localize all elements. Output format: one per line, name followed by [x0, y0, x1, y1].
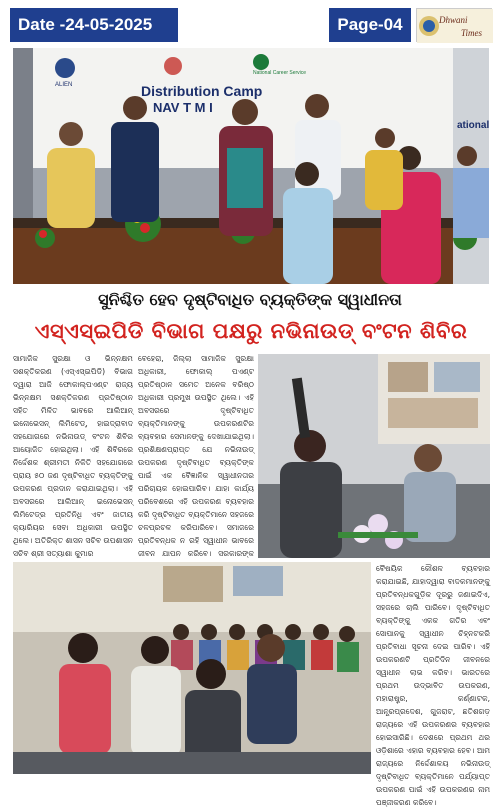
banner-side-text: ational	[457, 120, 490, 131]
page-header	[10, 8, 492, 42]
banner-title-text: Distribution Camp	[141, 83, 263, 99]
article-headline: ଏସ୍ଏସ୍ଇପିଡି ବିଭାଗ ପକ୍ଷରୁ ନଭିନାଉଡ୍ ବଂଟନ ଶିବିର	[34, 319, 468, 343]
article-column-left	[13, 352, 133, 558]
column-right-text: ବୈଷୟିକ କୌଶଳ ବ୍ୟବହାର କରାଯାଇଛି, ଯାହାଦ୍ୱାରା ବାଦକମାନଙ୍କୁ ପ୍ରତିବନ୍ଧକଗୁଡ଼ିକ ଦୂରରୁ ଜଣାଇଦିଏ, ସହଜରେ ଚାଲି ପାରିବେ। ଦୃଷ୍ଟିବାଧିତ ବ୍ୟକ୍ତିଙ୍କୁ ଏକକ ଗତିର ଏବଂ ସୋପାନକୁ ସ୍ୱାଧୀନ ଚିହ୍ନଟକରି ପ୍ରତିବାଧା ସୂଚନା ଦେଇ ପାରିବ। ଏହି ଉପକରଣଟି ପ୍ରତିଦିନ ଜୀବନରେ ସ୍ୱାଧୀନ ଲାଭ କରିବ। ଭାରତରେ ପ୍ରଥମ ଉଦ୍ଭାବିତ ଉପକରଣ, ମହାରାଷ୍ଟ୍ର, କର୍ଣ୍ଣାଟକ, ଆନ୍ଧ୍ରପ୍ରଦେଶ, ଗୁଜରାଟ, ଛତିଶଗଡ଼ ରାଜ୍ୟରେ ଏହି ଉପକରଣର ବ୍ୟବହାର ହୋଇସାରିଛି। ଦେଶରେ ପ୍ରଥମ ଥର ଓଡ଼ିଶାରେ ଏହାର ବ୍ୟବହାର ହେବ। ଆମ ରାଜ୍ୟରେ ନିର୍ଦ୍ଦେଶାଳୟ ନଭିନାଉଡ୍ ଦୃଷ୍ଟିବାଧିତ ବ୍ୟକ୍ତିମାନେ ପର୍ଯ୍ୟାପ୍ତ ଉପକରଣ ପାଇଁ ଏହି ଉପକରଣର ନାମ ପଞ୍ଜୀକରଣ କରିବେ।	[376, 564, 490, 807]
newspaper-logo	[416, 8, 492, 42]
column-middle-text: ବେହେରା, ଜିଲ୍ଲା ସାମାଜିକ ସୁରକ୍ଷା ଅଧିକାରୀ, ଫୋକାଲ୍ ପଏଣ୍ଟ ପ୍ରତିଷ୍ଠାନ ସମେତ ଅନେକ ବରିଷ୍ଠ ଅଧିକାରୀ ପ୍ରମୁଖ ଉପସ୍ଥିତ ଥିଲେ। ଏହି ଅବସରରେ ଦୃଷ୍ଟିବାଧିତ ବ୍ୟକ୍ତିମାନଙ୍କୁ ଉପକରଣଟିର ବ୍ୟବହାର ସେମାନଙ୍କୁ ଦେଖାଯାଇଥିଲା। ପ୍ରଶିକ୍ଷଣପ୍ରାପ୍ତ ଯେ ନଭିନାଉଡ୍ ଉପକରଣ ଦୃଷ୍ଟିବାଧିତ ବ୍ୟକ୍ତିଙ୍କ ପାଇଁ ଏକ ବୈଜ୍ଞାନିକ ସ୍ୱାଧୀନତାର ପରିଚାୟକ ହୋଇପାରିବ। ଯାହା କାର୍ଯ୍ୟ ପରିବେଶରେ ଏହି ଉପକରଣ ବ୍ୟବହାର କରି ଦୃଷ୍ଟିବାଧିତ ବ୍ୟକ୍ତିମାନେ ସହଜରେ ଚଳପ୍ରଚଳ କରିପାରିବେ। ସମାଜରେ ପ୍ରତିବନ୍ଧକ ନ ରହି ସ୍ୱାଧୀନ ଭାବରେ ଜୀବନ ଯାପନ କରିବେ। ସରକାରଙ୍କ	[138, 354, 254, 558]
article-column-right	[376, 562, 490, 807]
distribution-camp-photo	[13, 48, 489, 284]
svg-text:Dhwani: Dhwani	[439, 15, 468, 25]
banner-alien-text: ALIEN	[55, 82, 73, 88]
banner-ncs-text: National Career Service	[253, 70, 307, 76]
banner-subtitle-text: NAV T M I	[153, 100, 213, 115]
column-left-text: ସାମାଜିକ ସୁରକ୍ଷା ଓ ଭିନ୍ନକ୍ଷମ ସଶକ୍ତିକରଣ (ଏସ୍ଏସ୍ଇପିଡି) ବିଭାଗ ଦ୍ୱାରା ଆଜି ଫୋକାଲ୍ପଏଣ୍ଟ ରାଜ୍ୟ ଭିନ୍ନକ୍ଷମ ସଶକ୍ତିକରଣ ପ୍ରତିଷ୍ଠାନ ସହିତ ମିଳିତ ଭାବରେ ଆଲିଆନ୍ ଇନୋଭେସନ୍ ଲିମିଟେଡ୍, ହାଇଦ୍ରାବାଦ ସହଯୋଗରେ ନଭିନାଉଡ୍ ବଂଟନ ଶିବିର ଆୟୋଜିତ ହୋଇଥିଲା। ଏହି ଶିବିରରେ ନିର୍ଦ୍ଦେଶକ ଶ୍ରୀମତୀ ନିକିତି ସହଯୋଗରେ ପ୍ରାୟ ୫୦ ଜଣ ଦୃଷ୍ଟିବାଧିତ ବ୍ୟକ୍ତିଙ୍କୁ ଉପକରଣ ପ୍ରଦାନ କରାଯାଇଥିଲା। ଏହି ଅବସରରେ ଆଲିଆନ୍ ଇନୋଭେସନ୍ ଲିମିଟେଡ୍ର ପ୍ରତିନିଧି ଏବଂ ଜାତୀୟ କ୍ୟାରିୟର ସେବା ଅଧିକାରୀ ଉପସ୍ଥିତ ଥିଲେ। ଅତିରିକ୍ତ ଶାସନ ସଚିବ ଉପଶାସନ ସଚିବ ଶ୍ରୀ ସତ୍ୟାଶା କୁମାର	[13, 354, 134, 558]
article-column-middle	[138, 352, 254, 558]
page-number-label: Page-04	[329, 8, 411, 42]
svg-text:Times: Times	[461, 28, 483, 38]
audience-photo	[13, 562, 371, 774]
logo-emblem	[417, 9, 493, 43]
device-demo-photo	[258, 354, 490, 558]
date-label: Date -24-05-2025	[10, 8, 178, 42]
article-kicker: ସୁନିଶ୍ଚିତ ହେବ ଦୃଷ୍ଟିବାଧିତ ବ୍ୟକ୍ତିଙ୍କ ସ୍ୱାଧୀନତା	[98, 290, 402, 309]
